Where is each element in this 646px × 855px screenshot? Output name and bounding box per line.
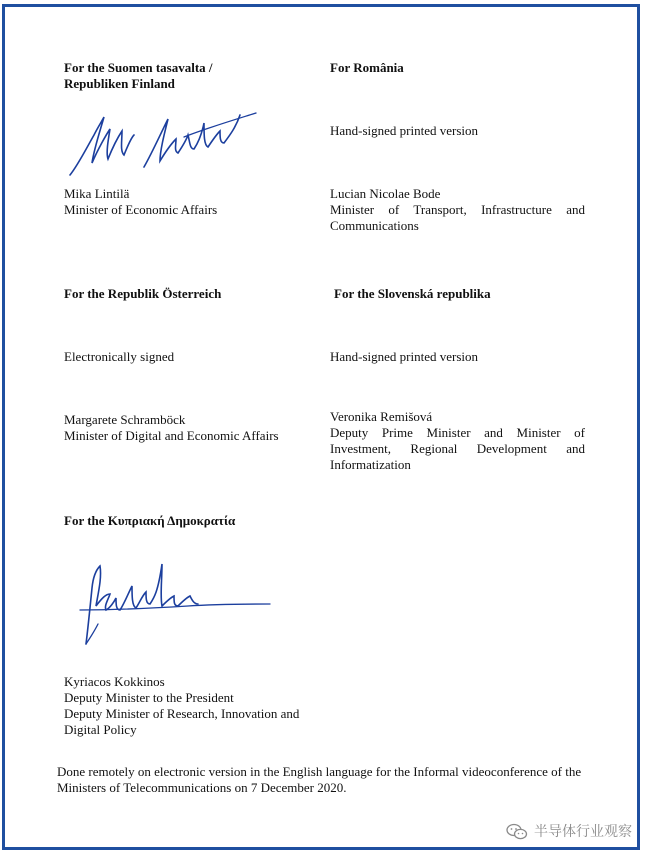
- slovakia-signer-title: Deputy Prime Minister and Minister of Investment, Regional Development and Informatization: [330, 425, 585, 472]
- slovakia-heading: For the Slovenská republika: [334, 286, 491, 301]
- austria-signature-note: Electronically signed: [64, 349, 175, 364]
- cyprus-signer-name: Kyriacos Kokkinos: [64, 674, 165, 689]
- finland-signer-title: Minister of Economic Affairs: [64, 202, 218, 217]
- finland-heading-line1: For the Suomen tasavalta /: [64, 60, 213, 75]
- cyprus-signature: [76, 558, 276, 653]
- romania-signer-name: Lucian Nicolae Bode: [330, 186, 441, 201]
- watermark: [506, 823, 632, 841]
- austria-signer-title: Minister of Digital and Economic Affairs: [64, 428, 279, 443]
- romania-signature-note: Hand-signed printed version: [330, 123, 479, 138]
- cyprus-heading: For the Κυπριακή Δημοκρατία: [64, 513, 236, 528]
- cyprus-signer-title-line2: Deputy Minister of Research, Innovation and Digital Policy: [64, 706, 300, 737]
- austria-heading: For the Republik Österreich: [64, 286, 222, 301]
- finland-heading-line2: Republiken Finland: [64, 76, 175, 91]
- cyprus-signer-title-line1: Deputy Minister to the President: [64, 690, 234, 705]
- finland-signature: [64, 105, 264, 180]
- watermark-text: 半导体行业观察: [534, 824, 632, 840]
- slovakia-signer-name: Veronika Remišová: [330, 409, 433, 424]
- wechat-icon: [506, 823, 528, 841]
- closing-statement: Done remotely on electronic version in the English language for the Informal videoconference of the Ministers of Telecommunications on 7 December 2020.: [57, 764, 582, 795]
- austria-signer-name: Margarete Schramböck: [64, 412, 186, 427]
- romania-heading: For România: [330, 60, 404, 75]
- slovakia-signature-note: Hand-signed printed version: [330, 349, 479, 364]
- romania-signer-title: Minister of Transport, Infrastructure and Communications: [330, 202, 585, 233]
- finland-heading: [64, 60, 213, 92]
- finland-signer-name: Mika Lintilä: [64, 186, 130, 201]
